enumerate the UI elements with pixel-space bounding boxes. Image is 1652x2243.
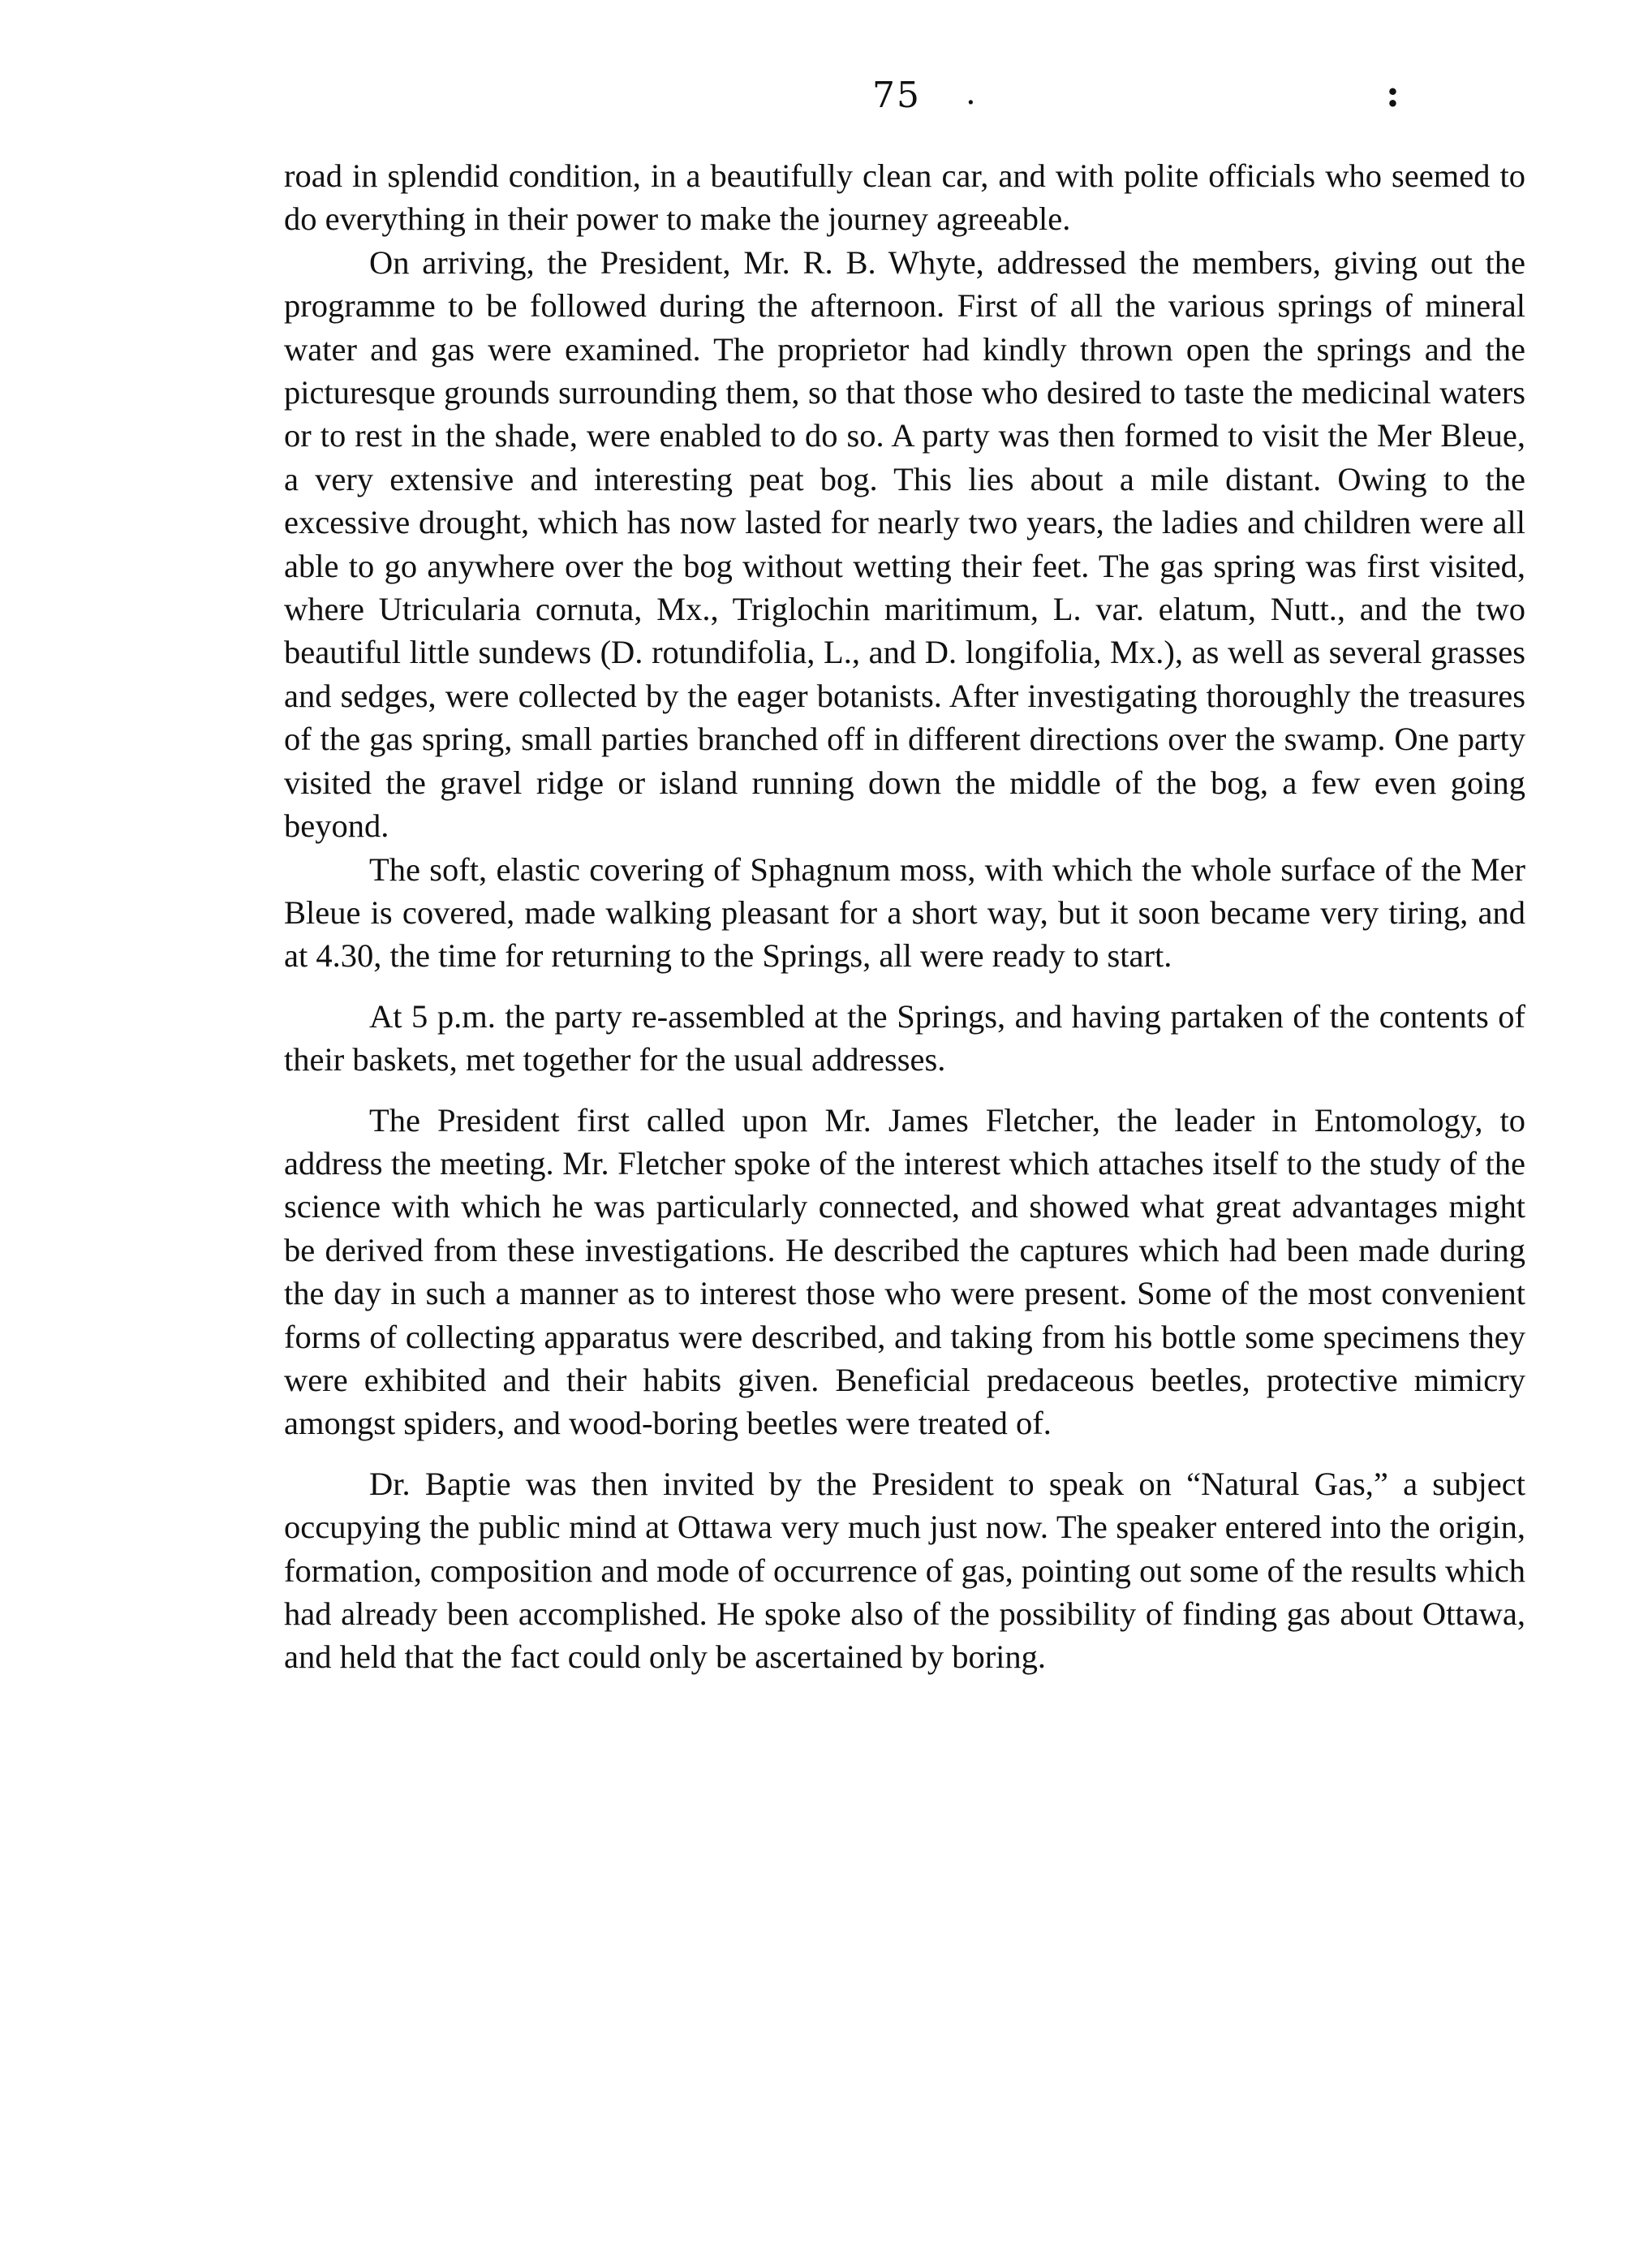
page-number: 75 — [872, 75, 921, 116]
paragraph-reassembly: At 5 p.m. the party re-assembled at the Springs, and having partaken of the contents of their baskets, met together for the usual addresses. — [284, 997, 1525, 1078]
paragraph-continuation: road in splendid condition, in a beautifully clean car, and with polite officials who seemed to do everything in their power to make the journey agreeable. — [284, 157, 1525, 238]
page-colon: : — [1386, 71, 1400, 115]
paragraph-arrival: On arriving, the President, Mr. R. B. Whyte, addressed the members, giving out the programme to be followed during the afternoon. First of all the various springs of mineral water and gas were examined. The proprietor had kindly thrown open the springs and the picturesque grounds surrounding them, so that those who desired to taste the medicinal waters or to rest in the shade, were enabled to do so. A party was then formed to visit the Mer Bleue, a very extensive and interesting peat bog. This lies about a mile distant. Owing to the excessive drought, which has now lasted for nearly two years, the ladies and children were all able to go anywhere over the bog without wetting their feet. The gas spring was first visited, where Utricularia cornuta, Mx., Triglochin maritimum, L. var. elatum, Nutt., and the two beautiful little sundews (D. rotundifolia, L., and D. longifolia, Mx.), as well as several grasses and sedges, were collected by the eager botanists. After investigating thoroughly the treasures of the gas spring, small parties branched off in different directions over the swamp. One party visited the gravel ridge or island running down the middle of the bog, a few even going beyond. — [284, 243, 1525, 845]
body-text — [284, 154, 1525, 1679]
page-mark: . — [966, 75, 976, 112]
paragraph-baptie: Dr. Baptie was then invited by the President to speak on “Natural Gas,” a subject occupying the public mind at Ottawa very much just now. The speaker entered into the origin, formation, composition and mode of occurrence of gas, pointing out some of the results which had already been accomplished. He spoke also of the possibility of finding gas about Ottawa, and held that the fact could only be ascertained by boring. — [284, 1465, 1525, 1676]
paragraph-sphagnum: The soft, elastic covering of Sphagnum moss, with which the whole surface of the Mer Bleue is covered, made walking pleasant for a short way, but it soon became very tiring, and at 4.30, the time for returning to the Springs, all were ready to start. — [284, 850, 1525, 975]
paragraph-fletcher: The President first called upon Mr. James Fletcher, the leader in Entomology, to address the meeting. Mr. Fletcher spoke of the interest which attaches itself to the study of the science with which he was particularly connected, and showed what great advantages might be derived from these investigations. He described the captures which had been made during the day in such a manner as to interest those who were present. Some of the most convenient forms of collecting apparatus were described, and taking from his bottle some specimens they were exhibited and their habits given. Beneficial predaceous beetles, protective mimicry amongst spiders, and wood-boring beetles were treated of. — [284, 1101, 1525, 1442]
